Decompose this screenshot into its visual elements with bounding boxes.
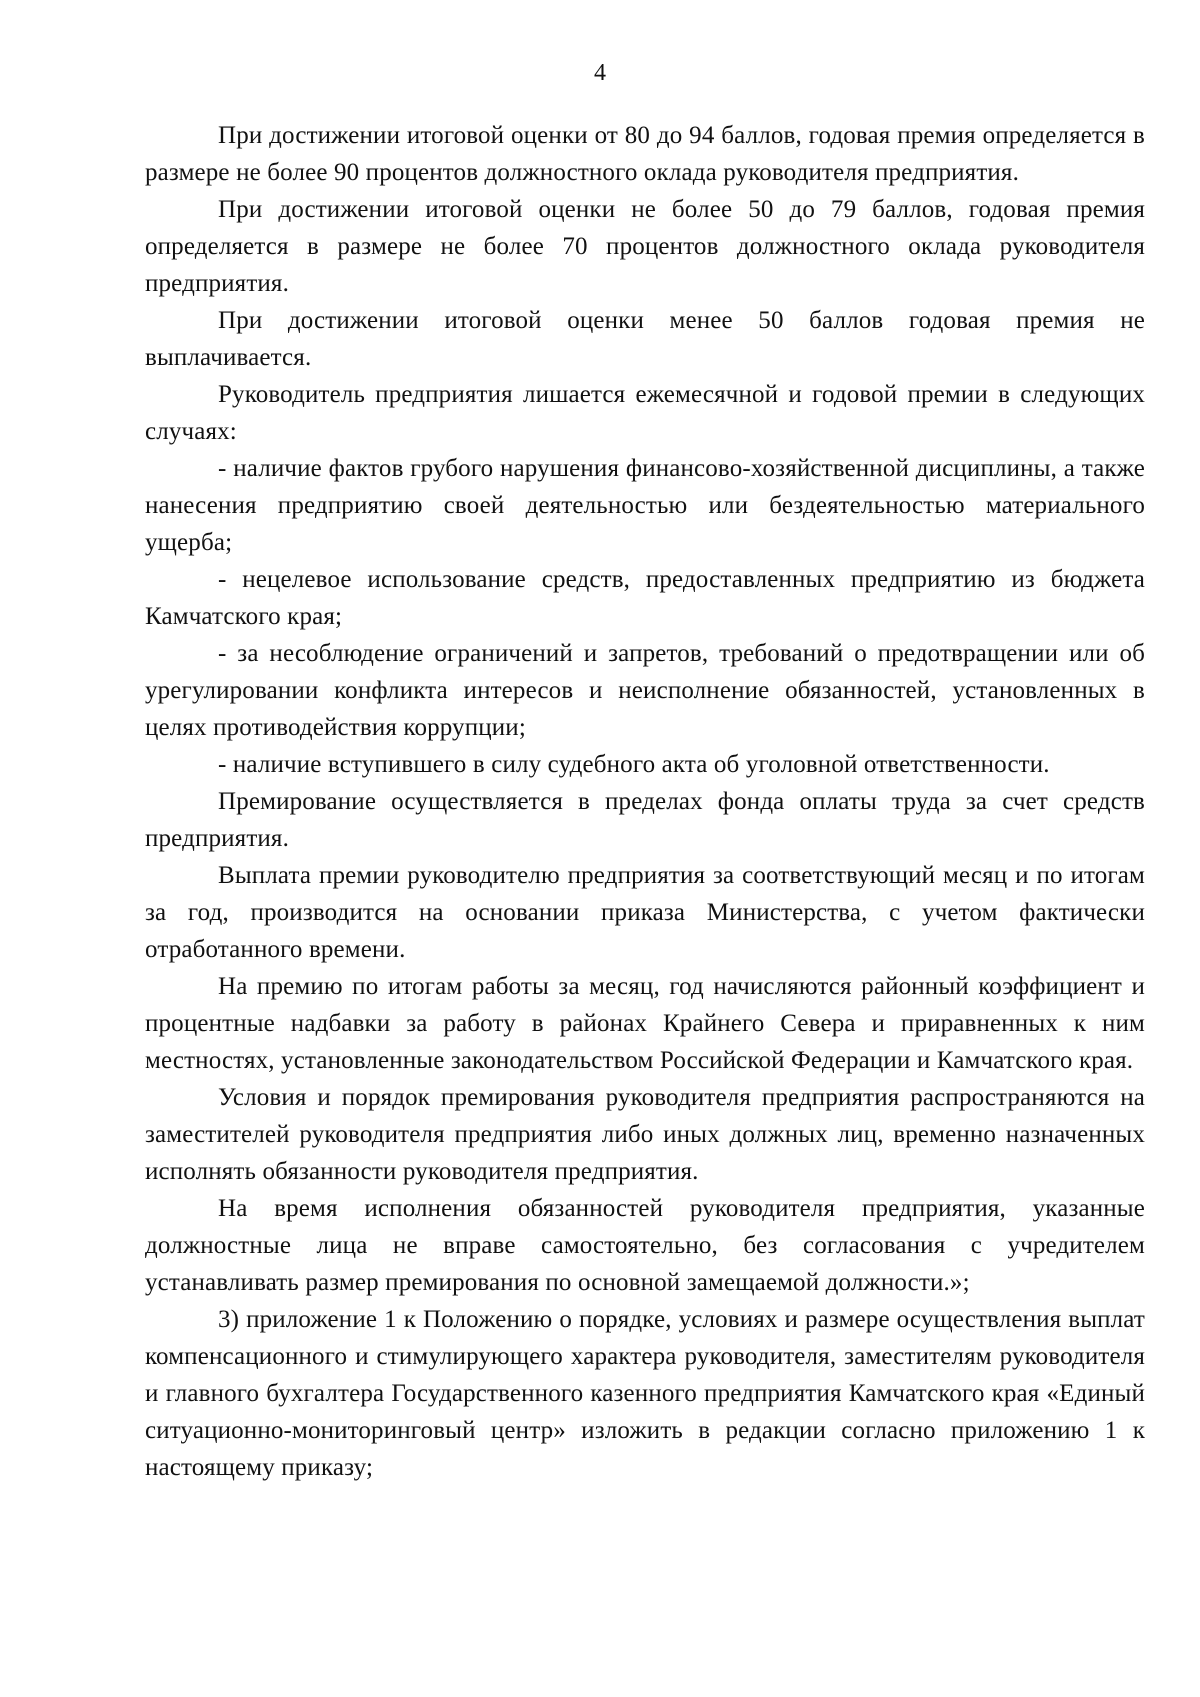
paragraph-deputies-conditions: Условия и порядок премирования руководителя предприятия распространяются на заместителей руководителя предприятия либо иных должных лиц, временно назначенных исполнять обязанности руководителя предприятия.: [145, 1084, 1145, 1185]
page-number: 4: [594, 60, 606, 86]
list-item-financial-discipline: - наличие фактов грубого нарушения финансово-хозяйственной дисциплины, а также нанесения предприятию своей деятельностью или бездеятельностью материального ущерба;: [145, 455, 1145, 556]
paragraph-bonus-payment-order: Выплата премии руководителю предприятия за соответствующий месяц и по итогам за год, производится на основании приказа Министерства, с учетом фактически отработанного времени.: [145, 862, 1145, 963]
list-item-misuse-of-funds: - нецелевое использование средств, предоставленных предприятию из бюджета Камчатского края;: [145, 566, 1145, 630]
list-item-anticorruption: - за несоблюдение ограничений и запретов, требований о предотвращении или об урегулировании конфликта интересов и неисполнение обязанностей, установленных в целях противодействия коррупции;: [145, 640, 1145, 741]
paragraph-bonus-fund: Премирование осуществляется в пределах фонда оплаты труда за счет средств предприятия.: [145, 788, 1145, 852]
paragraph-annual-bonus-80-94: При достижении итоговой оценки от 80 до 94 баллов, годовая премия определяется в размере не более 90 процентов должностного оклада руководителя предприятия.: [145, 122, 1145, 186]
document-body: [145, 117, 1145, 1486]
paragraph-acting-officials: На время исполнения обязанностей руководителя предприятия, указанные должностные лица не вправе самостоятельно, без согласования с учредителем устанавливать размер премирования по основной замещаемой должности.»;: [145, 1195, 1145, 1296]
paragraph-regional-coefficient: На премию по итогам работы за месяц, год начисляются районный коэффициент и процентные надбавки за работу в районах Крайнего Севера и приравненных к ним местностях, установленные законодательством Российской Федерации и Камчатского края.: [145, 973, 1145, 1074]
paragraph-annual-bonus-50-79: При достижении итоговой оценки не более 50 до 79 баллов, годовая премия определяется в размере не более 70 процентов должностного оклада руководителя предприятия.: [145, 196, 1145, 297]
paragraph-appendix-1-amendment: 3) приложение 1 к Положению о порядке, условиях и размере осуществления выплат компенсационного и стимулирующего характера руководителя, заместителям руководителя и главного бухгалтера Государственного казенного предприятия Камчатского края «Единый ситуационно-мониторинговый центр» изложить в редакции согласно приложению 1 к настоящему приказу;: [145, 1306, 1145, 1481]
paragraph-annual-bonus-below-50: При достижении итоговой оценки менее 50 баллов годовая премия не выплачивается.: [145, 307, 1145, 371]
list-item-criminal-liability: - наличие вступившего в силу судебного акта об уголовной ответственности.: [218, 751, 1050, 778]
paragraph-bonus-deprivation-intro: Руководитель предприятия лишается ежемесячной и годовой премии в следующих случаях:: [145, 381, 1145, 445]
